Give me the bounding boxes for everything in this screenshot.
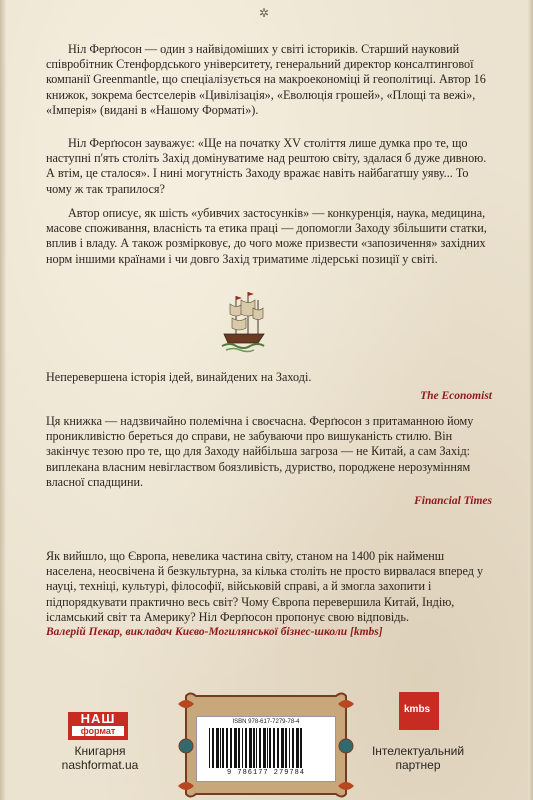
description-paragraph-1 <box>46 136 492 197</box>
barcode-bar <box>238 728 240 768</box>
barcode-bar <box>226 728 228 768</box>
description-paragraph-2-text: Автор описує, як шість «убивчих застосунків» — конкуренція, наука, медицина, масове споживання, власність та етика праці — допомогли Заходу збільшити статки, вплив і владу. А також розмірковує, до чого може призвести «запозичення» західних норм іншими країнами і чи довго Захід триматиме лідерські позиції у світі. <box>46 206 487 266</box>
publisher-label <box>48 744 152 772</box>
review-source: Валерій Пекар, викладач Києво-Могилянської бізнес-школи [kmbs] <box>46 626 383 639</box>
barcode-bar <box>253 728 255 768</box>
review-text: Як вийшло, що Європа, невелика частина світу, станом на 1400 рік найменш населена, неосвічена й безкультурна, за кілька століть не просто вирвалася вперед у науці, техніці, культурі, філософії, військовій справі, а й змогла захопити і підпорядкувати практично весь світ? Чому Європа перевершила Китай, Індію, ісламський світ та Америку? Ніл Ферґюсон пропонує свою відповідь. <box>46 549 484 624</box>
isbn-label: ISBN 978-617-7279-78-4 <box>232 719 300 725</box>
author-bio <box>46 42 492 118</box>
description-paragraph-1-text: Ніл Ферґюсон зауважує: «Ще на початку XV століття лише думка про те, що наступні п'ять століть Захід домінуватиме над рештою світу, здалася б дуже дивною. А втім, це сталося». І нині могутність Заходу вражає навіть найбагатшу уяву... То чому ж так трапилося? <box>46 136 487 196</box>
partner-label <box>348 744 488 772</box>
partner-label-line2: партнер <box>395 758 441 772</box>
review-text: Неперевершена історія ідей, винайдених на Заході. <box>46 370 312 384</box>
kmbs-logo-text: kmbs <box>404 704 431 715</box>
review-text: Ця книжка — надзвичайно полемічна і своєчасна. Ферґюсон з притаманною йому проникливістю береться до справи, не забуваючи про вишуканість стилю. Він закінчує тезою про те, що для Заходу найбільша загроза — не Китай, а сам Захід: виплекана власним невіглаством боязливість, дуриство, породжене нерозумінням власної спадщини. <box>46 414 474 489</box>
barcode-bar <box>296 728 299 768</box>
isbn-number: 9 786177 279784 <box>226 769 305 777</box>
barcode-bar <box>259 728 261 768</box>
barcode-bar <box>269 728 271 768</box>
partner-label-line1: Інтелектуальний <box>371 744 465 758</box>
barcode-bar <box>230 728 232 768</box>
sailing-ship-icon <box>218 290 268 356</box>
barcode-bar <box>256 728 257 768</box>
barcode-bar <box>263 728 266 768</box>
barcode-bar <box>273 728 275 768</box>
description-paragraph-2 <box>46 206 492 267</box>
barcode-bar <box>222 728 224 768</box>
barcode-bar <box>209 728 210 768</box>
barcode-bar <box>220 728 221 768</box>
barcode-bar <box>249 728 252 768</box>
cover-edge-right <box>528 0 533 800</box>
nash-format-logo <box>68 712 128 740</box>
barcode-bar <box>292 728 294 768</box>
barcode-bar <box>267 728 268 768</box>
cover-edge-left <box>0 0 6 800</box>
barcode-bar <box>245 728 247 768</box>
review-kmbs <box>46 549 492 640</box>
publisher-label-line1: Книгарня <box>74 744 126 758</box>
barcode-bar <box>212 728 214 768</box>
barcode-bar <box>300 728 302 768</box>
barcode-bar <box>289 728 290 768</box>
review-source: Financial Times <box>414 495 492 508</box>
author-bio-text: Ніл Ферґюсон — один з найвідоміших у світі істориків. Старший науковий співробітник Стенфордського університету, генеральний директор консалтингової компанії Greenmantle, що спеціалізується на макроекономіці й геополітиці. Автор 16 книжок, зокрема бестселерів «Цивілізація», «Еволюція грошей», «Площі та вежі», «Імперія» (видані в «Нашому Форматі»). <box>46 42 486 117</box>
barcode-bar <box>277 728 279 768</box>
barcode-bar <box>242 728 243 768</box>
barcode-area <box>196 716 336 782</box>
barcode-bar <box>234 728 237 768</box>
nash-format-logo-line2: формат <box>72 726 124 736</box>
barcode-bar <box>216 728 219 768</box>
top-ornament-icon: ✲ <box>259 6 270 20</box>
barcode-bar <box>281 728 284 768</box>
review-source: The Economist <box>420 390 492 403</box>
barcode-icon <box>207 728 325 768</box>
review-financial-times <box>46 414 492 509</box>
publisher-label-line2: nashformat.ua <box>61 758 139 772</box>
barcode-bar <box>285 728 287 768</box>
nash-format-logo-line1: НАШ <box>80 711 116 726</box>
kmbs-logo <box>399 692 439 730</box>
review-economist <box>46 370 492 404</box>
